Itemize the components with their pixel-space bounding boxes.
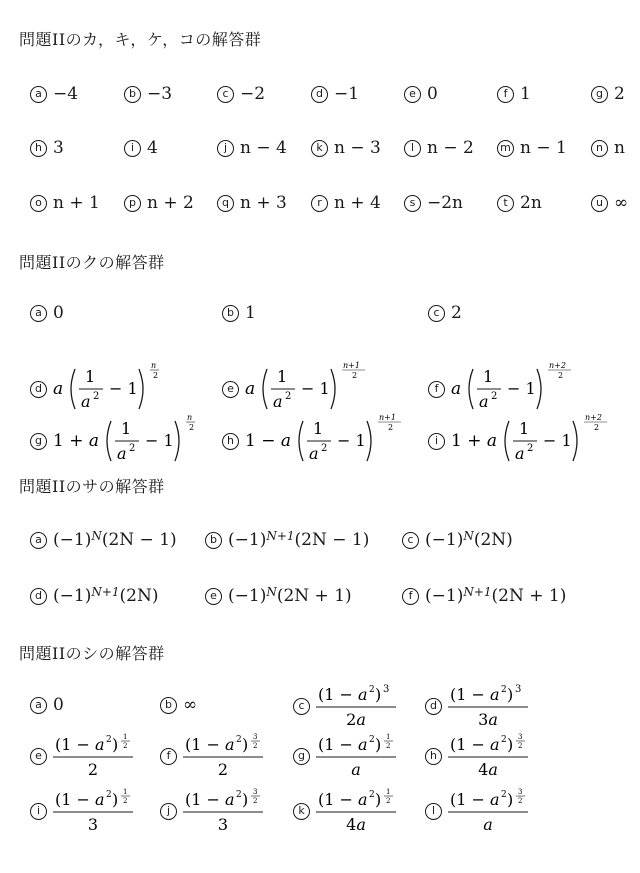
answer-option-r[interactable] [311, 193, 381, 213]
option-value: n − 2 [427, 138, 474, 158]
answer-option-a[interactable] [30, 303, 64, 323]
exponent-denominator: 2 [386, 797, 391, 805]
right-paren [367, 421, 371, 461]
option-label-n: n [591, 140, 608, 157]
inner-exponent: 2 [106, 735, 112, 745]
option-value: 0 [427, 84, 438, 104]
answer-option-e[interactable] [222, 361, 377, 417]
left-paren [71, 369, 75, 409]
option-label-d: d [311, 86, 328, 103]
inner-exponent: 2 [501, 685, 507, 695]
denominator: 4a [346, 815, 366, 834]
numerator: (1 − a [55, 735, 105, 754]
denominator: 2 [217, 760, 229, 779]
answer-option-d[interactable] [30, 361, 185, 417]
answer-option-l[interactable] [404, 138, 474, 158]
power-expression [53, 413, 221, 469]
option-label-o: o [30, 195, 47, 212]
exponent-denominator: 2 [123, 742, 128, 750]
close-paren: ) [375, 735, 382, 754]
inner-exponent: 2 [369, 685, 375, 695]
option-label-e: e [404, 86, 421, 103]
tail-text: (2N − 1) [294, 530, 370, 550]
option-value: n − 1 [520, 138, 567, 158]
numerator: (1 − a [55, 790, 105, 809]
option-label-r: r [311, 195, 328, 212]
option-value: n − 4 [240, 138, 287, 158]
denominator-a: a [273, 392, 283, 411]
option-value: ∞ [183, 695, 198, 715]
option-label-g: g [591, 86, 608, 103]
minus-one: − 1 [543, 431, 572, 450]
option-label-h: h [30, 140, 47, 157]
option-label-a: a [30, 86, 47, 103]
right-paren [331, 369, 335, 409]
power-expression [245, 413, 413, 469]
option-label-e: e [205, 588, 222, 605]
fraction-expression [448, 733, 538, 779]
option-label-a: a [30, 532, 47, 549]
left-paren [505, 421, 509, 461]
denominator-a: a [515, 444, 525, 463]
option-label-p: p [124, 195, 141, 212]
option-value: 2 [451, 303, 462, 323]
option-value: −2 [240, 84, 266, 104]
answer-option-j[interactable] [217, 138, 287, 158]
answer-option-b[interactable] [160, 695, 197, 715]
option-value: n [614, 138, 625, 158]
numerator: 1 [277, 367, 288, 386]
option-value: −2n [427, 193, 464, 213]
exponent-denominator: 2 [386, 742, 391, 750]
fraction-expression [316, 683, 406, 729]
option-value: n + 4 [334, 193, 381, 213]
minus-one: − 1 [301, 379, 330, 398]
exponent-denominator: 2 [558, 371, 564, 380]
option-value: n + 1 [53, 193, 100, 213]
fraction-expression [183, 788, 273, 834]
exponent-numerator: 1 [123, 733, 128, 741]
inner-exponent: 2 [236, 790, 242, 800]
close-paren: ) [375, 790, 382, 809]
answer-option-n[interactable] [591, 138, 625, 158]
option-label-f: f [402, 588, 419, 605]
section4-heading: 問題IIのシの解答群 [19, 644, 165, 663]
inner-exponent: 2 [369, 790, 375, 800]
option-value: 3 [53, 138, 64, 158]
answer-option-p[interactable] [124, 193, 194, 213]
option-label-l: l [404, 140, 421, 157]
denominator: a [483, 815, 493, 834]
tail-text: (2N − 1) [101, 530, 177, 550]
prefix-text: 1 + a [451, 431, 498, 451]
numerator: 1 [519, 419, 530, 438]
fraction-expression [53, 788, 143, 834]
close-paren: ) [112, 735, 119, 754]
answer-option-c[interactable] [293, 683, 406, 729]
close-paren: ) [375, 685, 382, 704]
option-value: −1 [334, 84, 360, 104]
option-label-j: j [217, 140, 234, 157]
base-text: (−1) [425, 586, 464, 606]
power-expression [245, 361, 377, 417]
option-label-u: u [591, 195, 608, 212]
base-text: (−1) [53, 586, 92, 606]
exponent-text: N+1 [463, 585, 492, 599]
numerator: (1 − a [318, 685, 368, 704]
left-paren [263, 369, 267, 409]
exponent-denominator: 2 [594, 423, 600, 432]
exponent-text: N [266, 585, 277, 599]
fraction-expression [183, 733, 273, 779]
option-label-c: c [293, 698, 310, 715]
close-paren: ) [507, 790, 514, 809]
option-label-g: g [293, 748, 310, 765]
exponent-text: N [91, 529, 102, 543]
answer-option-g[interactable] [30, 413, 221, 469]
answer-option-j[interactable] [160, 788, 273, 834]
exponent-numerator: n+2 [549, 361, 566, 370]
answer-option-d[interactable] [311, 84, 359, 104]
option-label-c: c [217, 86, 234, 103]
option-value: n − 3 [334, 138, 381, 158]
denominator: 3a [478, 710, 498, 729]
answer-option-f[interactable] [402, 586, 566, 606]
option-value: 2n [520, 193, 542, 213]
exponent-numerator: 3 [518, 733, 523, 741]
answer-option-f[interactable] [497, 84, 531, 104]
exponent-text: N+1 [266, 529, 295, 543]
tail-text: (2N) [473, 530, 513, 550]
option-value: −3 [147, 84, 173, 104]
numerator: (1 − a [450, 790, 500, 809]
numerator: (1 − a [318, 790, 368, 809]
answer-option-b[interactable] [124, 84, 172, 104]
option-label-i: i [30, 803, 47, 820]
option-value: 4 [147, 138, 158, 158]
option-label-a: a [30, 697, 47, 714]
option-value: 1 [520, 84, 531, 104]
numerator: (1 − a [450, 685, 500, 704]
denominator-exponent: 2 [285, 391, 292, 402]
base-text: (−1) [425, 530, 464, 550]
exponent-denominator: 2 [253, 797, 258, 805]
option-label-d: d [30, 588, 47, 605]
minus-one: − 1 [337, 431, 366, 450]
denominator: 2a [346, 710, 366, 729]
option-label-a: a [30, 305, 47, 322]
denominator-a: a [309, 444, 319, 463]
exponent-denominator: 2 [518, 797, 523, 805]
prefix-text: a [245, 379, 256, 399]
denominator: a [351, 760, 361, 779]
close-paren: ) [242, 735, 249, 754]
option-label-b: b [124, 86, 141, 103]
denominator: 2 [87, 760, 99, 779]
answer-option-c[interactable] [428, 303, 462, 323]
answer-option-o[interactable] [30, 193, 100, 213]
numerator: (1 − a [318, 735, 368, 754]
exponent-numerator: n+1 [343, 361, 360, 370]
section1-heading: 問題IIのカ，キ，ケ，コの解答群 [19, 30, 262, 49]
exponent-numerator: n [187, 413, 193, 422]
base-text: (−1) [228, 586, 267, 606]
left-paren [107, 421, 111, 461]
option-label-s: s [404, 195, 421, 212]
answer-option-a[interactable] [30, 695, 64, 715]
prefix-text: a [53, 379, 64, 399]
answer-option-e[interactable] [205, 586, 352, 606]
inner-exponent: 2 [369, 735, 375, 745]
option-label-q: q [217, 195, 234, 212]
close-paren: ) [112, 790, 119, 809]
option-label-f: f [497, 86, 514, 103]
answer-option-i[interactable] [124, 138, 158, 158]
option-label-f: f [160, 748, 177, 765]
answer-option-e[interactable] [404, 84, 438, 104]
answer-option-h[interactable] [425, 733, 538, 779]
right-paren [139, 369, 143, 409]
option-label-b: b [205, 532, 222, 549]
answer-option-a[interactable] [30, 84, 78, 104]
exponent-numerator: 3 [253, 733, 258, 741]
answer-option-d[interactable] [30, 586, 159, 606]
answer-option-f[interactable] [428, 361, 583, 417]
numerator: 1 [85, 367, 96, 386]
outer-exponent: 3 [383, 684, 390, 695]
option-label-d: d [30, 381, 47, 398]
inner-exponent: 2 [236, 735, 242, 745]
denominator-a: a [81, 392, 91, 411]
answer-option-c[interactable] [402, 530, 513, 550]
denominator-exponent: 2 [129, 443, 136, 454]
exponent-text: N+1 [91, 585, 120, 599]
option-label-l: l [425, 803, 442, 820]
power-expression [451, 413, 619, 469]
fraction-expression [316, 733, 406, 779]
answer-option-f[interactable] [160, 733, 273, 779]
exponent-denominator: 2 [388, 423, 394, 432]
denominator-a: a [117, 444, 127, 463]
denominator: 4a [478, 760, 498, 779]
option-label-f: f [428, 381, 445, 398]
prefix-text: a [451, 379, 462, 399]
fraction-expression [316, 788, 406, 834]
section3-heading: 問題IIのサの解答群 [19, 477, 165, 496]
answer-option-u[interactable] [591, 193, 628, 213]
answer-option-i[interactable] [30, 788, 143, 834]
numerator: 1 [121, 419, 132, 438]
denominator-exponent: 2 [527, 443, 534, 454]
denominator-exponent: 2 [93, 391, 100, 402]
exponent-numerator: n+1 [379, 413, 396, 422]
answer-option-h[interactable] [222, 413, 413, 469]
outer-exponent: 3 [515, 684, 522, 695]
exponent-denominator: 2 [352, 371, 358, 380]
base-text: (−1) [53, 530, 92, 550]
answer-option-h[interactable] [30, 138, 64, 158]
answer-option-e[interactable] [30, 733, 143, 779]
answer-option-m[interactable] [497, 138, 567, 158]
prefix-text: 1 − a [245, 431, 292, 451]
numerator: 1 [313, 419, 324, 438]
close-paren: ) [242, 790, 249, 809]
denominator: 3 [87, 815, 99, 834]
exponent-numerator: n+2 [585, 413, 602, 422]
exponent-numerator: 1 [123, 788, 128, 796]
minus-one: − 1 [507, 379, 536, 398]
exponent-denominator: 2 [189, 423, 195, 432]
option-label-t: t [497, 195, 514, 212]
tail-text: (2N + 1) [276, 586, 352, 606]
numerator: 1 [483, 367, 494, 386]
exponent-denominator: 2 [123, 797, 128, 805]
minus-one: − 1 [109, 379, 138, 398]
answer-option-g[interactable] [591, 84, 625, 104]
option-value: 2 [614, 84, 625, 104]
prefix-text: 1 + a [53, 431, 100, 451]
numerator: (1 − a [450, 735, 500, 754]
answer-option-k[interactable] [293, 788, 406, 834]
inner-exponent: 2 [106, 790, 112, 800]
option-label-c: c [402, 532, 419, 549]
option-value: 1 [245, 303, 256, 323]
tail-text: (2N + 1) [491, 586, 567, 606]
answer-option-a[interactable] [30, 530, 177, 550]
option-label-k: k [293, 803, 310, 820]
left-paren [469, 369, 473, 409]
fraction-expression [53, 733, 143, 779]
numerator: (1 − a [185, 790, 235, 809]
exponent-numerator: 3 [518, 788, 523, 796]
option-value: −4 [53, 84, 79, 104]
option-label-b: b [160, 697, 177, 714]
option-label-k: k [311, 140, 328, 157]
option-label-h: h [222, 433, 239, 450]
numerator: (1 − a [185, 735, 235, 754]
answer-option-g[interactable] [293, 733, 406, 779]
exponent-numerator: 1 [386, 733, 391, 741]
exponent-denominator: 2 [153, 371, 159, 380]
section2-heading: 問題IIのクの解答群 [19, 253, 165, 272]
right-paren [537, 369, 541, 409]
power-expression [451, 361, 583, 417]
left-paren [299, 421, 303, 461]
inner-exponent: 2 [501, 735, 507, 745]
answer-option-q[interactable] [217, 193, 287, 213]
minus-one: − 1 [145, 431, 174, 450]
close-paren: ) [507, 735, 514, 754]
answer-option-b[interactable] [222, 303, 256, 323]
answer-option-l[interactable] [425, 788, 538, 834]
power-expression [53, 361, 185, 417]
answer-option-b[interactable] [205, 530, 369, 550]
right-paren [175, 421, 179, 461]
exponent-numerator: 1 [386, 788, 391, 796]
answer-option-s[interactable] [404, 193, 463, 213]
exponent-text: N [463, 529, 474, 543]
answer-option-d[interactable] [425, 683, 538, 729]
option-label-h: h [425, 748, 442, 765]
exponent-denominator: 2 [518, 742, 523, 750]
option-label-m: m [497, 140, 514, 157]
option-label-i: i [428, 433, 445, 450]
option-label-g: g [30, 433, 47, 450]
tail-text: (2N) [119, 586, 159, 606]
exponent-denominator: 2 [253, 742, 258, 750]
option-value: 0 [53, 303, 64, 323]
option-value: ∞ [614, 193, 629, 213]
denominator-a: a [479, 392, 489, 411]
fraction-expression [448, 788, 538, 834]
option-value: n + 2 [147, 193, 194, 213]
option-value: 0 [53, 695, 64, 715]
answer-option-i[interactable] [428, 413, 619, 469]
option-value: n + 3 [240, 193, 287, 213]
option-label-e: e [222, 381, 239, 398]
denominator: 3 [217, 815, 229, 834]
answer-option-c[interactable] [217, 84, 265, 104]
option-label-j: j [160, 803, 177, 820]
option-label-c: c [428, 305, 445, 322]
option-label-d: d [425, 698, 442, 715]
denominator-exponent: 2 [321, 443, 328, 454]
answer-option-k[interactable] [311, 138, 381, 158]
option-label-b: b [222, 305, 239, 322]
exponent-numerator: 3 [253, 788, 258, 796]
option-label-i: i [124, 140, 141, 157]
answer-option-t[interactable] [497, 193, 542, 213]
inner-exponent: 2 [501, 790, 507, 800]
close-paren: ) [507, 685, 514, 704]
option-label-e: e [30, 748, 47, 765]
fraction-expression [448, 683, 538, 729]
exponent-numerator: n [151, 361, 157, 370]
base-text: (−1) [228, 530, 267, 550]
denominator-exponent: 2 [491, 391, 498, 402]
right-paren [573, 421, 577, 461]
